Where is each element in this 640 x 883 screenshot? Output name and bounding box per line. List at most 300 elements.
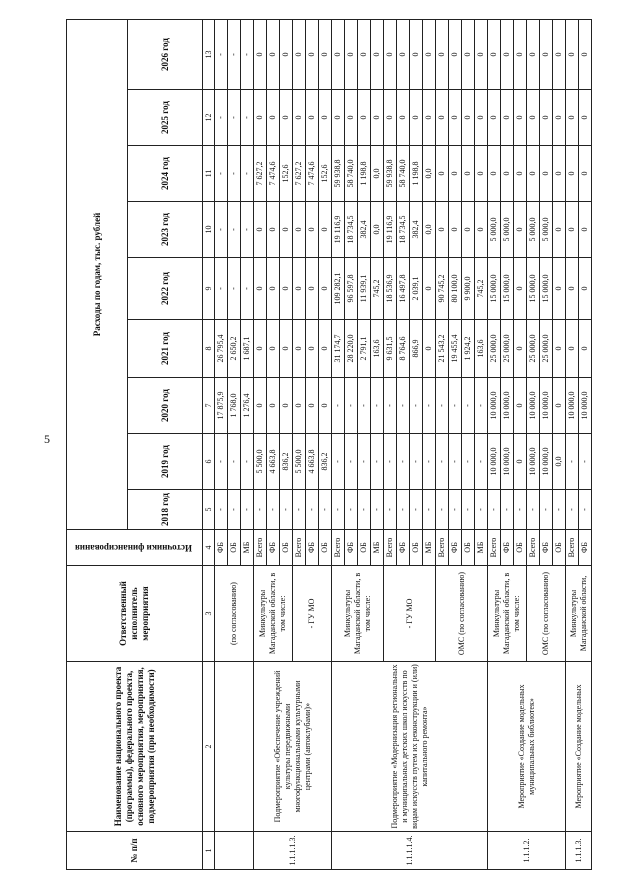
value-cell: - (215, 258, 228, 320)
value-cell: 0 (280, 378, 293, 434)
value-cell: 0 (254, 202, 267, 258)
value-cell: 9 900,0 (462, 258, 475, 320)
value-cell: - (579, 490, 592, 530)
value-cell: - (397, 378, 410, 434)
value-cell: 1 198,8 (358, 146, 371, 202)
source-cell: Всего (488, 530, 501, 566)
column-number: 10 (203, 202, 215, 258)
value-cell: 0 (462, 19, 475, 89)
value-cell: 0 (540, 90, 553, 146)
value-cell: 19 116,9 (384, 202, 397, 258)
value-cell: 0 (293, 320, 306, 378)
column-number: 3 (203, 566, 215, 662)
value-cell: 163,6 (371, 320, 384, 378)
value-cell: 0 (514, 146, 527, 202)
value-cell: 0 (306, 258, 319, 320)
value-cell: - (566, 490, 579, 530)
value-cell: 0 (254, 378, 267, 434)
value-cell: 0,0 (371, 146, 384, 202)
value-cell: - (345, 434, 358, 490)
value-cell: - (332, 434, 345, 490)
value-cell: 10 000,0 (501, 378, 514, 434)
value-cell: 0 (514, 320, 527, 378)
value-cell: 0 (293, 378, 306, 434)
header-year: 2023 год (128, 202, 203, 258)
value-cell: 5 000,0 (488, 202, 501, 258)
value-cell: - (358, 490, 371, 530)
value-cell: 0 (397, 19, 410, 89)
value-cell: 0 (293, 19, 306, 89)
value-cell: 0 (423, 19, 436, 89)
header-expenses: Расходы по годам, тыс. рублей (67, 19, 128, 529)
value-cell: 0 (579, 90, 592, 146)
executor-cell: (по согласованию) (215, 566, 254, 662)
value-cell: - (228, 258, 241, 320)
value-cell: - (228, 146, 241, 202)
value-cell: - (241, 490, 254, 530)
value-cell: - (384, 378, 397, 434)
value-cell: 58 740,0 (345, 146, 358, 202)
value-cell: 10 000,0 (540, 434, 553, 490)
value-cell: 0 (254, 19, 267, 89)
source-cell: ФБ (579, 530, 592, 566)
value-cell: 10 000,0 (579, 378, 592, 434)
column-number: 2 (203, 662, 215, 832)
header-year: 2021 год (128, 320, 203, 378)
source-cell: ФБ (215, 530, 228, 566)
item-name (215, 662, 254, 832)
value-cell: 18 734,5 (345, 202, 358, 258)
value-cell: 31 174,7 (332, 320, 345, 378)
value-cell: 2 039,1 (410, 258, 423, 320)
value-cell: 19 455,4 (449, 320, 462, 378)
executor-cell: ОМС (по согласованию) (527, 566, 566, 662)
column-number: 9 (203, 258, 215, 320)
value-cell: - (462, 378, 475, 434)
source-cell: ОБ (462, 530, 475, 566)
value-cell: - (241, 19, 254, 89)
source-cell: МБ (475, 530, 488, 566)
source-cell: ФБ (267, 530, 280, 566)
item-name: Мероприятие «Создание модельных (566, 662, 592, 832)
rotated-table-container (66, 20, 626, 870)
value-cell: 0 (293, 90, 306, 146)
value-cell: 0 (514, 19, 527, 89)
value-cell: 0 (566, 258, 579, 320)
value-cell: 16 497,8 (397, 258, 410, 320)
value-cell: 163,6 (475, 320, 488, 378)
source-cell: МБ (423, 530, 436, 566)
value-cell: 0 (345, 19, 358, 89)
value-cell: 1 687,1 (241, 320, 254, 378)
value-cell: 17 875,9 (215, 378, 228, 434)
value-cell: 5 000,0 (527, 202, 540, 258)
value-cell: 10 000,0 (527, 434, 540, 490)
value-cell: 0 (397, 90, 410, 146)
value-cell: 0 (540, 146, 553, 202)
header-source-text: Источники финансирования (74, 543, 192, 553)
value-cell: 0 (553, 90, 566, 146)
value-cell: 0 (280, 90, 293, 146)
source-cell: ОБ (228, 530, 241, 566)
value-cell: - (241, 90, 254, 146)
value-cell: 382,4 (410, 202, 423, 258)
value-cell: 0 (488, 90, 501, 146)
header-year: 2024 год (128, 146, 203, 202)
value-cell: 0 (436, 90, 449, 146)
value-cell: 0 (254, 90, 267, 146)
value-cell: - (527, 490, 540, 530)
value-cell: 0,0 (553, 434, 566, 490)
value-cell: - (215, 490, 228, 530)
value-cell: 0 (475, 146, 488, 202)
value-cell: - (358, 378, 371, 434)
value-cell: 0 (501, 146, 514, 202)
value-cell: - (358, 434, 371, 490)
value-cell: 0 (410, 19, 423, 89)
executor-cell: Минкультуры Магаданской области, в том числе: (254, 566, 293, 662)
value-cell: - (280, 490, 293, 530)
value-cell: 0 (553, 146, 566, 202)
value-cell: 0 (280, 202, 293, 258)
item-name: Мероприятие «Создание модельных муниципальных библиотек» (488, 662, 566, 832)
column-number: 12 (203, 90, 215, 146)
value-cell: - (397, 490, 410, 530)
source-cell: ФБ (397, 530, 410, 566)
value-cell: 0 (579, 320, 592, 378)
value-cell: 0 (267, 202, 280, 258)
item-number: 1.1.1.1.3. (254, 832, 332, 870)
value-cell: 0 (267, 378, 280, 434)
value-cell: - (306, 490, 319, 530)
value-cell: 0 (293, 258, 306, 320)
source-cell: Всего (293, 530, 306, 566)
value-cell: - (462, 434, 475, 490)
value-cell: - (332, 490, 345, 530)
value-cell: 0 (527, 90, 540, 146)
value-cell: 0 (488, 146, 501, 202)
value-cell: 0 (553, 378, 566, 434)
value-cell: 5 500,0 (293, 434, 306, 490)
value-cell: 5 000,0 (540, 202, 553, 258)
value-cell: - (215, 19, 228, 89)
value-cell: 58 740,0 (397, 146, 410, 202)
value-cell: - (241, 146, 254, 202)
value-cell: 5 500,0 (254, 434, 267, 490)
value-cell: 59 938,8 (332, 146, 345, 202)
table-row (254, 19, 267, 869)
source-cell: Всего (332, 530, 345, 566)
value-cell: 0 (566, 320, 579, 378)
value-cell: 0 (319, 202, 332, 258)
header-year: 2019 год (128, 434, 203, 490)
source-cell: МБ (371, 530, 384, 566)
value-cell: - (410, 434, 423, 490)
value-cell: 21 543,2 (436, 320, 449, 378)
value-cell: 0 (306, 320, 319, 378)
value-cell: 0 (501, 19, 514, 89)
value-cell: 90 745,2 (436, 258, 449, 320)
value-cell: 0 (449, 19, 462, 89)
table-row (566, 19, 579, 869)
value-cell: 0 (540, 19, 553, 89)
value-cell: - (332, 378, 345, 434)
page-number: 5 (44, 432, 50, 446)
value-cell: 0 (514, 258, 527, 320)
value-cell: - (449, 490, 462, 530)
value-cell: - (384, 434, 397, 490)
value-cell: 0 (514, 378, 527, 434)
value-cell: 80 100,0 (449, 258, 462, 320)
value-cell: 0 (462, 90, 475, 146)
value-cell: 866,9 (410, 320, 423, 378)
value-cell: 0 (527, 19, 540, 89)
value-cell: 0 (501, 90, 514, 146)
value-cell: 836,2 (280, 434, 293, 490)
executor-cell: - ГУ МО (293, 566, 332, 662)
value-cell: 0 (371, 19, 384, 89)
value-cell: - (462, 490, 475, 530)
value-cell: - (384, 490, 397, 530)
value-cell: 0 (449, 90, 462, 146)
value-cell: 0 (254, 320, 267, 378)
value-cell: 0 (579, 19, 592, 89)
item-number: 1.1.1.3. (566, 832, 592, 870)
value-cell: 2 650,2 (228, 320, 241, 378)
value-cell: 25 000,0 (540, 320, 553, 378)
value-cell: 25 000,0 (527, 320, 540, 378)
value-cell: 10 000,0 (527, 378, 540, 434)
value-cell: - (241, 434, 254, 490)
column-number: 6 (203, 434, 215, 490)
value-cell: - (540, 490, 553, 530)
value-cell: - (410, 490, 423, 530)
value-cell: 5 000,0 (501, 202, 514, 258)
value-cell: 1 198,8 (410, 146, 423, 202)
value-cell: 2 791,1 (358, 320, 371, 378)
value-cell: 0 (306, 202, 319, 258)
value-cell: - (345, 378, 358, 434)
value-cell: 0 (280, 320, 293, 378)
source-cell: ФБ (345, 530, 358, 566)
value-cell: 0 (371, 90, 384, 146)
value-cell: - (241, 202, 254, 258)
value-cell: 0 (332, 19, 345, 89)
value-cell: 0 (553, 202, 566, 258)
value-cell: 0 (345, 90, 358, 146)
value-cell: 0 (514, 202, 527, 258)
value-cell: 0 (358, 19, 371, 89)
value-cell: - (449, 434, 462, 490)
source-cell: ФБ (540, 530, 553, 566)
value-cell: 0 (280, 258, 293, 320)
value-cell: 0 (488, 19, 501, 89)
value-cell: 10 000,0 (501, 434, 514, 490)
value-cell: 25 000,0 (488, 320, 501, 378)
header-executor: Ответственный исполнитель мероприятия (67, 566, 203, 662)
value-cell: - (475, 490, 488, 530)
value-cell: 15 000,0 (488, 258, 501, 320)
value-cell: 0 (475, 202, 488, 258)
item-name: Подмероприятие «Обеспечение учреждений культуры передвижными многофункциональными культурными центрами (автоклубами)» (254, 662, 332, 832)
value-cell: 0 (436, 19, 449, 89)
value-cell: 7 474,6 (267, 146, 280, 202)
value-cell: 15 000,0 (540, 258, 553, 320)
value-cell: 0 (566, 202, 579, 258)
value-cell: 18 734,5 (397, 202, 410, 258)
item-number: 1.1.1.1.4. (332, 832, 488, 870)
source-cell: Всего (254, 530, 267, 566)
value-cell: 0 (449, 202, 462, 258)
value-cell: - (228, 202, 241, 258)
value-cell: 0 (319, 378, 332, 434)
value-cell: 10 000,0 (540, 378, 553, 434)
executor-cell: Минкультуры Магаданской области, (566, 566, 592, 662)
value-cell: 0 (384, 90, 397, 146)
value-cell: 4 663,8 (306, 434, 319, 490)
value-cell: - (397, 434, 410, 490)
source-cell: МБ (241, 530, 254, 566)
value-cell: 0 (319, 90, 332, 146)
column-number: 5 (203, 490, 215, 530)
header-year: 2018 год (128, 490, 203, 530)
item-number (215, 832, 254, 870)
source-cell: Всего (527, 530, 540, 566)
value-cell: 0 (553, 258, 566, 320)
table-row (332, 19, 345, 869)
value-cell: 382,4 (358, 202, 371, 258)
column-number: 13 (203, 19, 215, 89)
value-cell: 836,2 (319, 434, 332, 490)
value-cell: 745,2 (371, 258, 384, 320)
value-cell: - (475, 434, 488, 490)
value-cell: - (215, 434, 228, 490)
source-cell: ФБ (449, 530, 462, 566)
value-cell: 745,2 (475, 258, 488, 320)
value-cell: 0 (462, 146, 475, 202)
value-cell: 0 (566, 90, 579, 146)
value-cell: 0,0 (423, 202, 436, 258)
value-cell: 1 768,0 (228, 378, 241, 434)
value-cell: 0 (410, 90, 423, 146)
value-cell: - (345, 490, 358, 530)
value-cell: 0 (436, 202, 449, 258)
header-year: 2020 год (128, 378, 203, 434)
value-cell: 25 000,0 (501, 320, 514, 378)
value-cell: 0 (267, 19, 280, 89)
source-cell: Всего (566, 530, 579, 566)
value-cell: 19 116,9 (332, 202, 345, 258)
value-cell: 15 000,0 (527, 258, 540, 320)
column-number: 7 (203, 378, 215, 434)
value-cell: 0 (449, 146, 462, 202)
value-cell: 0 (306, 378, 319, 434)
value-cell: - (215, 90, 228, 146)
value-cell: - (423, 434, 436, 490)
value-cell: - (254, 490, 267, 530)
header-year: 2026 год (128, 19, 203, 89)
value-cell: 0 (423, 258, 436, 320)
value-cell: 109 282,1 (332, 258, 345, 320)
value-cell: 0 (514, 434, 527, 490)
value-cell: 0 (423, 90, 436, 146)
value-cell: 0 (553, 320, 566, 378)
value-cell: 0 (306, 90, 319, 146)
header-name: Наименование национального проекта (программы), федерального проекта, основного мероприятия, мероприятия, подмероприятия (при необходимости) (67, 662, 203, 832)
value-cell: 0 (514, 90, 527, 146)
value-cell: 7 627,2 (254, 146, 267, 202)
value-cell: 0 (475, 90, 488, 146)
value-cell: 0 (475, 19, 488, 89)
value-cell: - (514, 490, 527, 530)
column-number: 11 (203, 146, 215, 202)
value-cell: 0 (423, 320, 436, 378)
value-cell: 0 (319, 320, 332, 378)
value-cell: 0 (462, 202, 475, 258)
value-cell: 0 (566, 19, 579, 89)
executor-cell: ОМС (по согласованию) (436, 566, 488, 662)
source-cell: Всего (384, 530, 397, 566)
value-cell: 0 (319, 258, 332, 320)
value-cell: - (215, 146, 228, 202)
value-cell: 11 939,1 (358, 258, 371, 320)
value-cell: - (228, 90, 241, 146)
column-number: 8 (203, 320, 215, 378)
value-cell: - (215, 202, 228, 258)
value-cell: 7 627,2 (293, 146, 306, 202)
executor-cell: Минкультуры Магаданской области, в том числе: (332, 566, 384, 662)
value-cell: - (436, 490, 449, 530)
value-cell: 8 764,6 (397, 320, 410, 378)
value-cell: 0 (436, 146, 449, 202)
header-year: 2025 год (128, 90, 203, 146)
value-cell: - (553, 490, 566, 530)
value-cell: 0 (566, 146, 579, 202)
executor-cell: Минкультуры Магаданской области, в том числе: (488, 566, 527, 662)
table-row (215, 19, 228, 869)
value-cell: - (488, 490, 501, 530)
value-cell: 96 597,8 (345, 258, 358, 320)
value-cell: - (566, 434, 579, 490)
value-cell: 0 (306, 19, 319, 89)
value-cell: 0 (384, 19, 397, 89)
column-number: 4 (203, 530, 215, 566)
value-cell: 0 (579, 146, 592, 202)
value-cell: - (410, 378, 423, 434)
source-cell: Всего (436, 530, 449, 566)
value-cell: - (228, 19, 241, 89)
item-name: Подмероприятие «Модернизация региональных и муниципальных детских школ искусств по видам искусств путем их реконструкции и (или) капитального ремонта» (332, 662, 488, 832)
value-cell: - (228, 490, 241, 530)
value-cell: - (423, 490, 436, 530)
value-cell: 1 276,4 (241, 378, 254, 434)
value-cell: - (579, 434, 592, 490)
header-year: 2022 год (128, 258, 203, 320)
executor-cell: - ГУ МО (384, 566, 436, 662)
value-cell: 10 000,0 (488, 434, 501, 490)
value-cell: 0 (280, 19, 293, 89)
source-cell: ФБ (501, 530, 514, 566)
value-cell: 152,6 (319, 146, 332, 202)
value-cell: 0 (267, 258, 280, 320)
table-row (488, 19, 501, 869)
value-cell: - (475, 378, 488, 434)
value-cell: 0,0 (423, 146, 436, 202)
value-cell: 0,0 (371, 202, 384, 258)
value-cell: 0 (579, 202, 592, 258)
value-cell: 26 795,4 (215, 320, 228, 378)
source-cell: ОБ (410, 530, 423, 566)
